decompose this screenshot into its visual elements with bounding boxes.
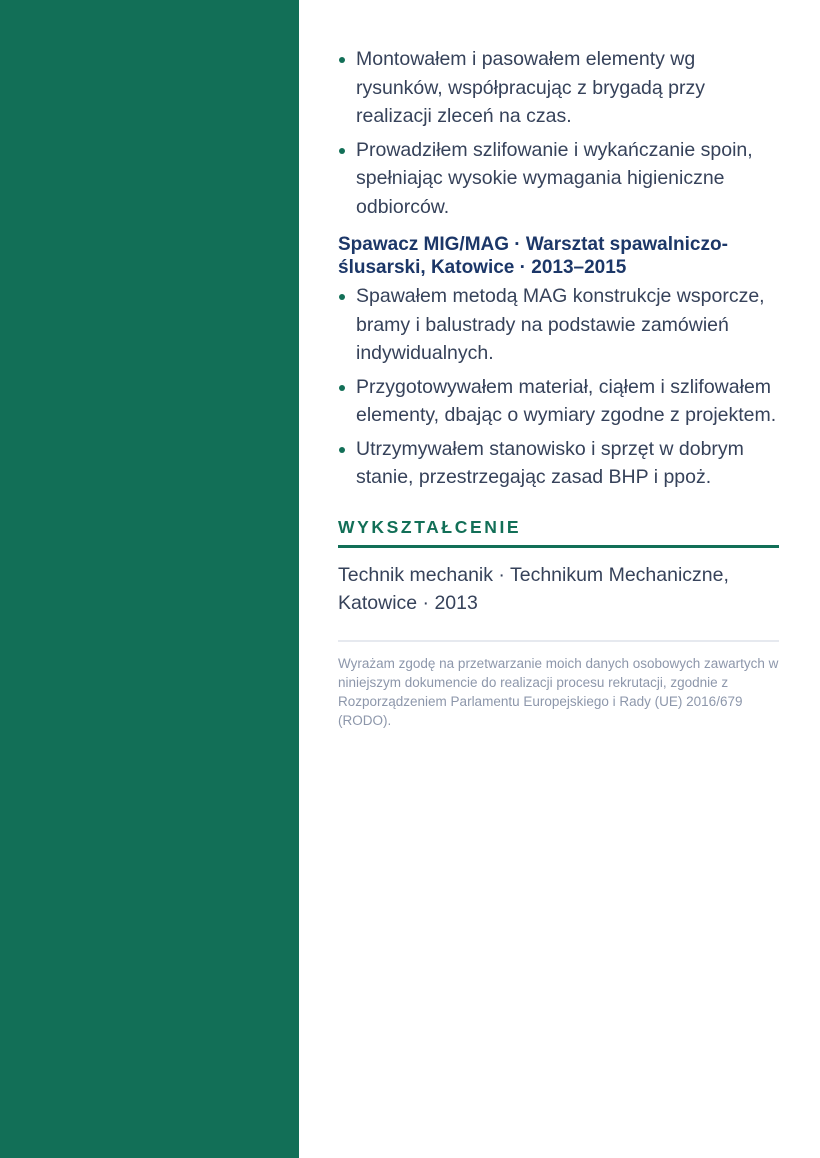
bullet-text: Spawałem metodą MAG konstrukcje wsporcze, bramy i balustrady na podstawie zamówień indywidualnych. — [356, 285, 765, 364]
bullet-text: Montowałem i pasowałem elementy wg rysunków, współpracując z brygadą przy realizacji zleceń na czas. — [356, 48, 705, 127]
sidebar-panel — [0, 0, 299, 1158]
main-column — [338, 45, 779, 731]
bullet-text: Utrzymywałem stanowisko i sprzęt w dobrym stanie, przestrzegając zasad BHP i ppoż. — [356, 437, 744, 488]
divider — [338, 640, 779, 642]
experience-continued-bullets — [338, 45, 779, 221]
education-entry: Technik mechanik · Technikum Mechaniczne, Katowice · 2013 — [338, 563, 729, 614]
education-heading: WYKSZTAŁCENIE — [338, 517, 779, 548]
list-item — [338, 373, 779, 430]
bullet-dot-icon — [339, 294, 345, 300]
bullet-text: Przygotowywałem materiał, ciąłem i szlifowałem elementy, dbając o wymiary zgodne z projektem. — [356, 375, 777, 426]
list-item — [338, 45, 779, 131]
bullet-text: Prowadziłem szlifowanie i wykańczanie spoin, spełniając wysokie wymagania higieniczne odbiorców. — [356, 138, 753, 218]
job-bullets — [338, 282, 779, 492]
list-item — [338, 136, 779, 222]
bullet-dot-icon — [339, 57, 345, 63]
bullet-dot-icon — [339, 447, 345, 453]
bullet-dot-icon — [339, 385, 345, 391]
list-item — [338, 282, 779, 368]
gdpr-consent-clause: Wyrażam zgodę na przetwarzanie moich danych osobowych zawartych w niniejszym dokumencie do realizacji procesu rekrutacji, zgodnie z Rozporządzeniem Parlamentu Europejskiego i Rady (UE) 2016/679 (RODO). — [338, 655, 779, 729]
list-item — [338, 435, 779, 492]
job-title: Spawacz MIG/MAG · Warsztat spawalniczo-ślusarski, Katowice · 2013–2015 — [338, 234, 728, 278]
bullet-dot-icon — [339, 148, 345, 154]
